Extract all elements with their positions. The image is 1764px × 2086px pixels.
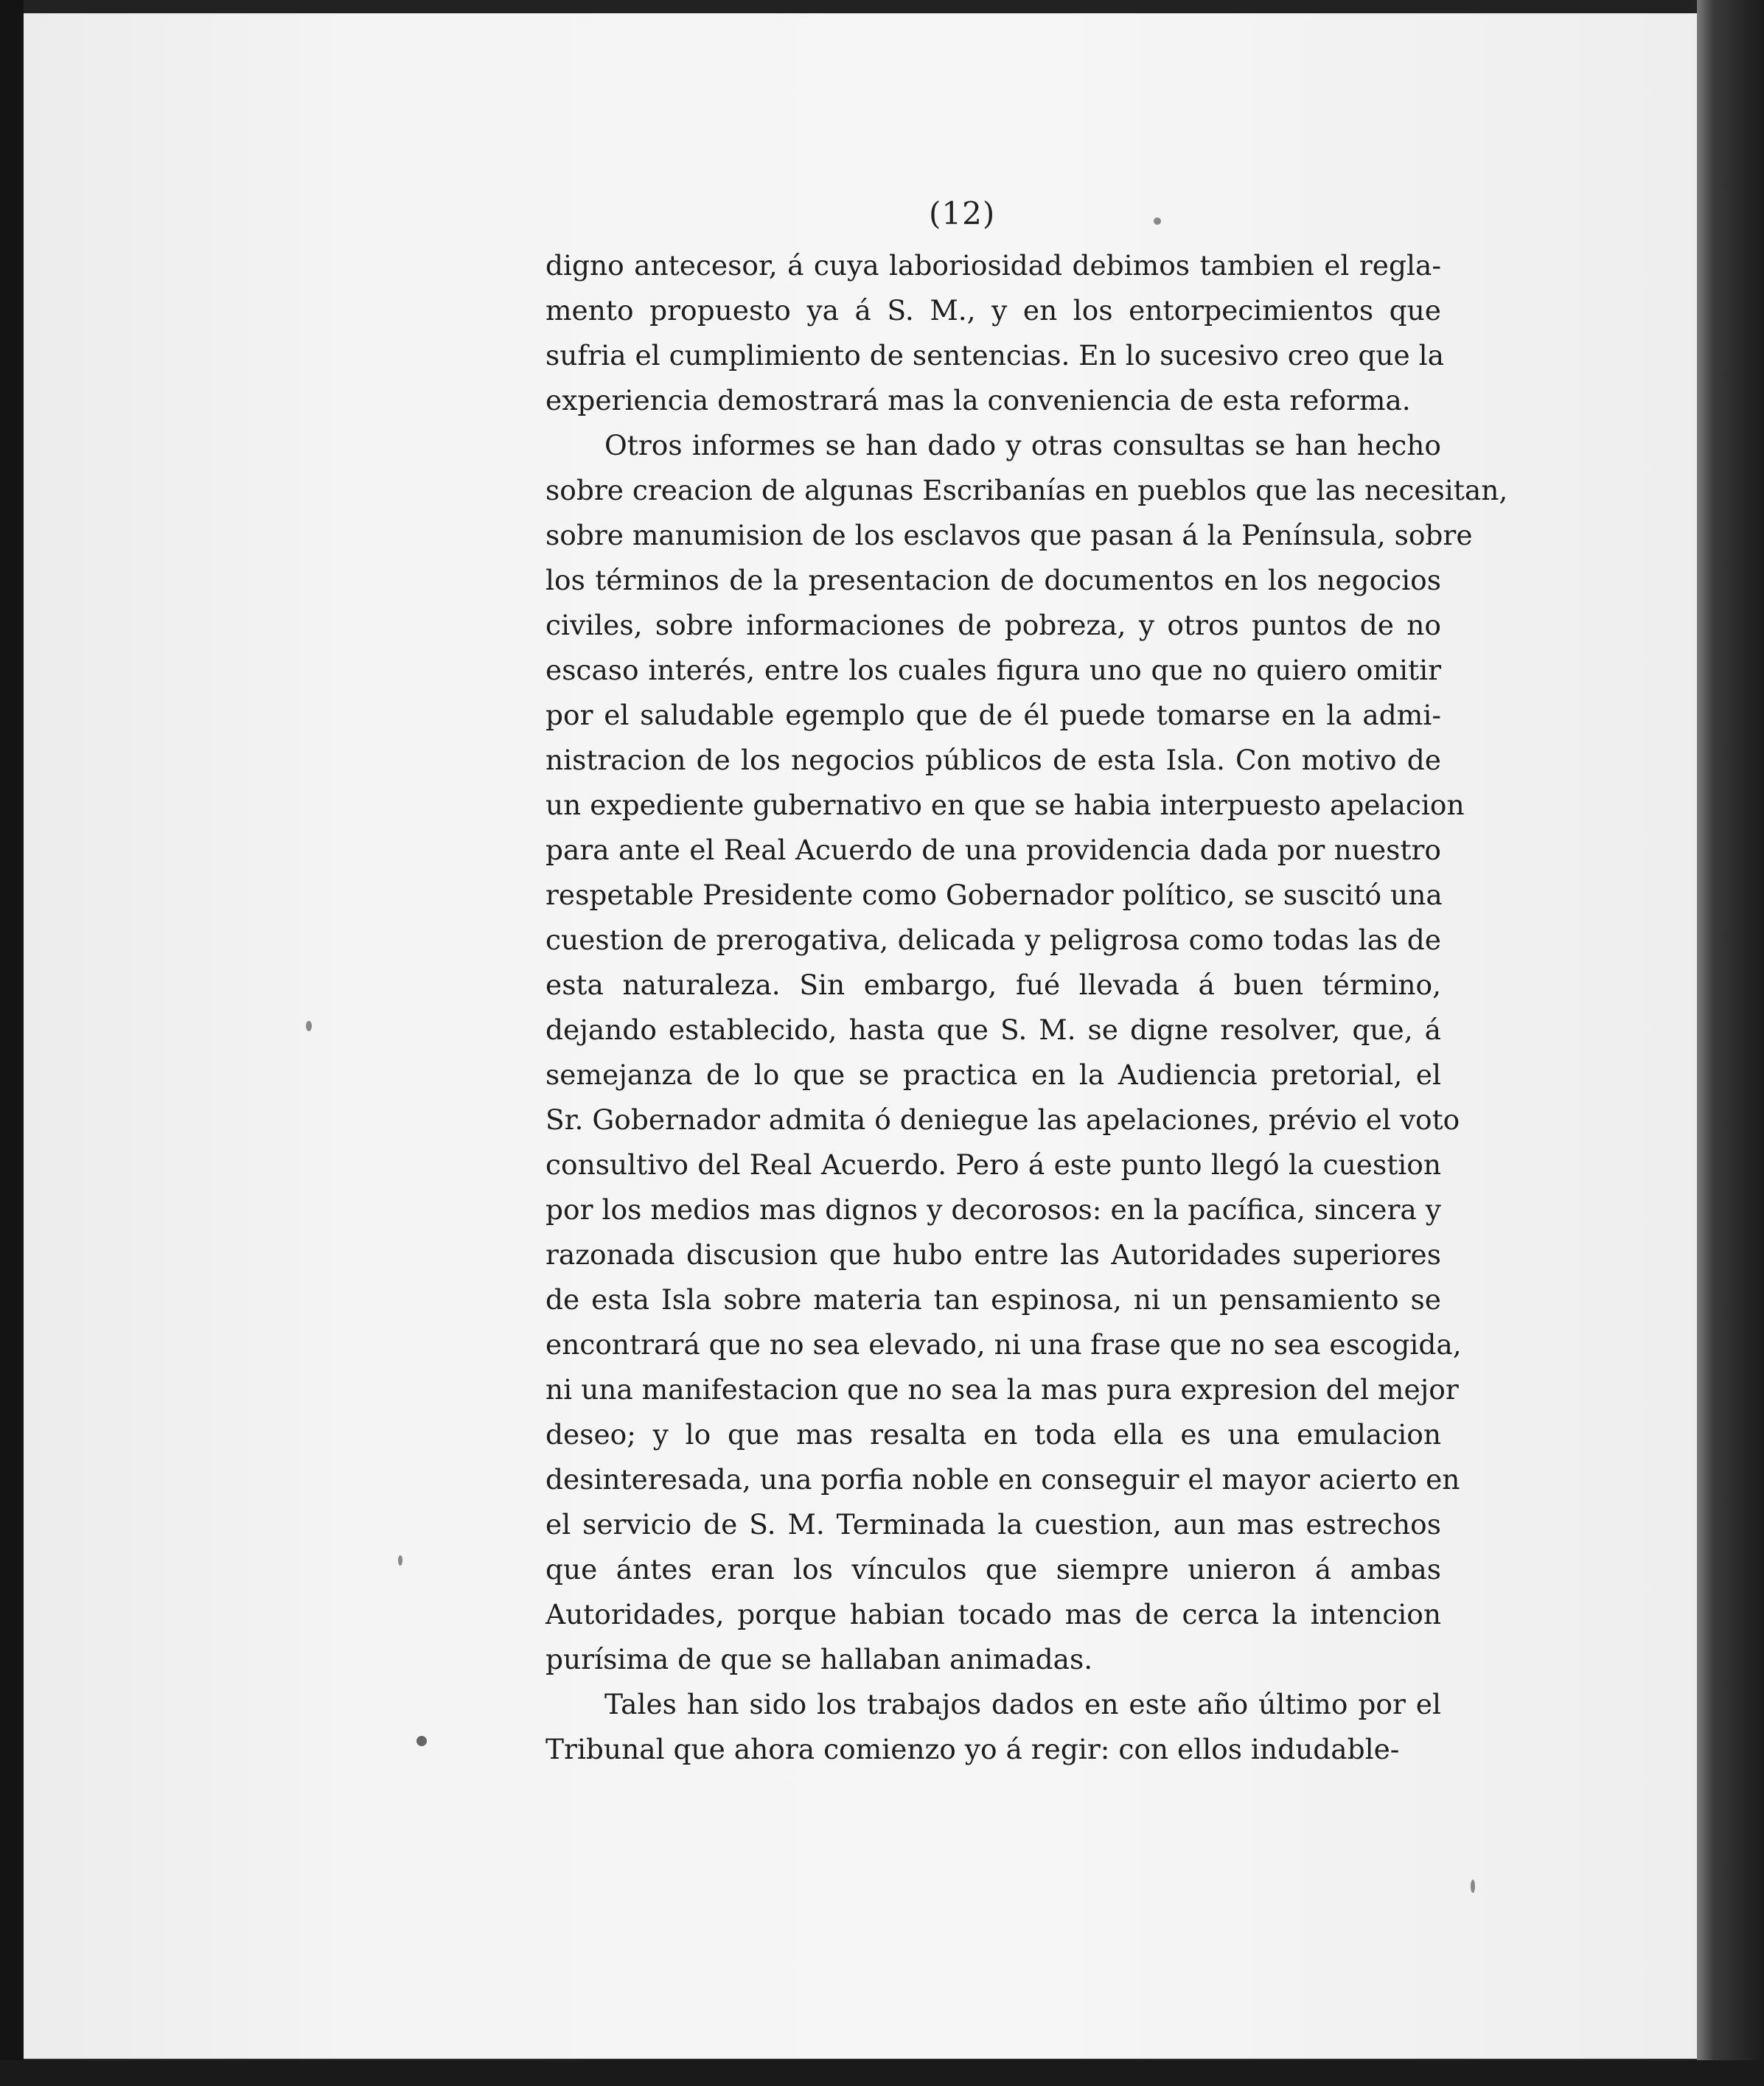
text-line: por el saludable egemplo que de él puede tomarse en la admi- (545, 699, 1441, 731)
scan-speck (416, 1736, 427, 1746)
scan-border-right (1697, 0, 1764, 2086)
text-line: esta naturaleza. Sin embargo, fué llevada á buen término, (545, 969, 1441, 1001)
text-line: nistracion de los negocios públicos de esta Isla. Con motivo de (545, 744, 1441, 776)
text-line: sobre creacion de algunas Escribanías en pueblos que las necesitan, (545, 474, 1508, 506)
text-line: civiles, sobre informaciones de pobreza, y otros puntos de no (545, 609, 1441, 641)
scan-border-left (0, 0, 24, 2086)
text-line: los términos de la presentacion de documentos en los negocios (545, 564, 1441, 596)
scan-speck (306, 1021, 312, 1031)
text-line: por los medios mas dignos y decorosos: en la pacífica, sincera y (545, 1193, 1441, 1226)
text-line: escaso interés, entre los cuales figura uno que no quiero omitir (545, 654, 1441, 686)
body-text (545, 243, 1508, 1772)
text-line: Tales han sido los trabajos dados en este año último por el (604, 1688, 1441, 1720)
paragraph (545, 1682, 1441, 1772)
text-line: el servicio de S. M. Terminada la cuestion, aun mas estrechos (545, 1508, 1441, 1541)
text-line: digno antecesor, á cuya laboriosidad debimos tambien el regla- (545, 249, 1441, 282)
paragraph (545, 423, 1508, 1682)
text-line: experiencia demostrará mas la conveniencia de esta reforma. (545, 384, 1411, 416)
paragraph (545, 243, 1444, 423)
scan-border-top (0, 0, 1764, 13)
text-line: razonada discusion que hubo entre las Autoridades superiores (545, 1238, 1441, 1271)
scan-speck (1154, 217, 1161, 225)
text-line: ni una manifestacion que no sea la mas pura expresion del mejor (545, 1373, 1459, 1406)
text-line: mento propuesto ya á S. M., y en los entorpecimientos que (545, 294, 1441, 327)
text-line: sufria el cumplimiento de sentencias. En lo sucesivo creo que la (545, 339, 1444, 371)
text-line: dejando establecido, hasta que S. M. se digne resolver, que, á (545, 1014, 1441, 1046)
text-line: que ántes eran los vínculos que siempre unieron á ambas (545, 1553, 1441, 1586)
text-line: semejanza de lo que se practica en la Audiencia pretorial, el (545, 1058, 1441, 1091)
text-line: encontrará que no sea elevado, ni una frase que no sea escogida, (545, 1328, 1462, 1361)
text-line: desinteresada, una porfia noble en conseguir el mayor acierto en (545, 1463, 1460, 1496)
scan-border-bottom (0, 2060, 1764, 2086)
text-line: sobre manumision de los esclavos que pasan á la Península, sobre (545, 519, 1473, 551)
text-line: respetable Presidente como Gobernador político, se suscitó una (545, 879, 1443, 911)
text-line: Tribunal que ahora comienzo yo á regir: con ellos indudable- (545, 1733, 1400, 1765)
text-line: Autoridades, porque habian tocado mas de cerca la intencion (545, 1598, 1441, 1630)
text-line: Otros informes se han dado y otras consultas se han hecho (604, 429, 1441, 461)
scan-speck (1471, 1880, 1475, 1893)
text-line: cuestion de prerogativa, delicada y peligrosa como todas las de (545, 924, 1441, 956)
text-line: consultivo del Real Acuerdo. Pero á este punto llegó la cuestion (545, 1148, 1441, 1181)
text-line: de esta Isla sobre materia tan espinosa, ni un pensamiento se (545, 1283, 1441, 1316)
text-line: un expediente gubernativo en que se habia interpuesto apelacion (545, 789, 1465, 821)
text-line: Sr. Gobernador admita ó deniegue las apelaciones, prévio el voto (545, 1103, 1460, 1136)
text-line: deseo; y lo que mas resalta en toda ella es una emulacion (545, 1418, 1441, 1451)
page-number: (12) (929, 195, 996, 231)
text-line: purísima de que se hallaban animadas. (545, 1643, 1093, 1675)
text-line: para ante el Real Acuerdo de una providencia dada por nuestro (545, 834, 1441, 866)
scan-speck (398, 1555, 402, 1566)
